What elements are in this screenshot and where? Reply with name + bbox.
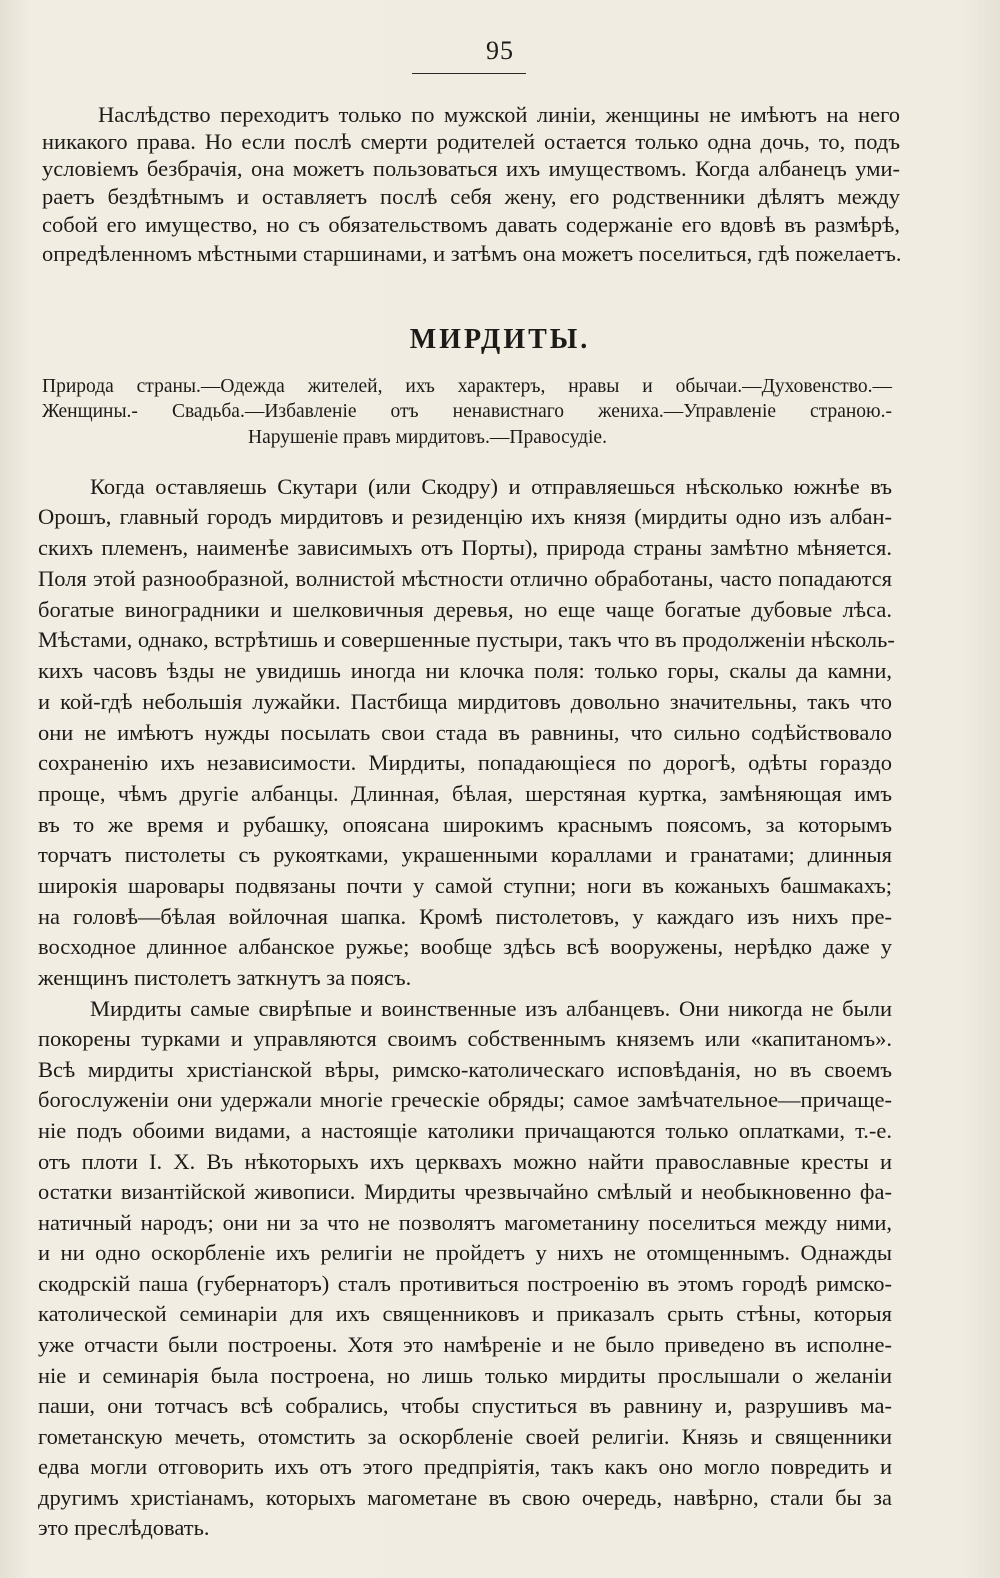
text-line: условіемъ безбрачія, она можетъ пользоваться ихъ имуществомъ. Когда албанецъ уми- [42,156,900,181]
text-line: богослуженіи они удержали многіе греческіе обряды; самое замѣчательное—причаще- [38,1087,892,1112]
text-line: они не имѣютъ нужды посылать свои стада въ равнины, что сильно содѣйствовало [38,720,892,745]
text-line: едва могли отговорить ихъ отъ этого предпріятія, такъ какъ оно могло повредить и [38,1454,892,1479]
text-line: гометанскую мечеть, отомстить за оскорбленіе своей религіи. Князь и священники [38,1424,892,1449]
text-line: скодрскій паша (губернаторъ) сталъ противиться построенію въ этомъ городѣ римско- [38,1271,892,1296]
text-line: и ни одно оскорбленіе ихъ религіи не пройдетъ у нихъ не отомщеннымъ. Однажды [38,1240,892,1265]
text-line: другимъ христіанамъ, которыхъ магометане въ свою очередь, навѣрно, стали бы за [38,1485,892,1510]
text-line: въ то же время и рубашку, опоясана широкимъ краснымъ поясомъ, за которымъ [38,812,892,837]
summary-line: Нарушеніе правъ мирдитовъ.—Правосудіе. [248,427,607,448]
text-line: католической семинаріи для ихъ священниковъ и приказалъ срыть стѣны, которыя [38,1301,892,1326]
text-line: торчатъ пистолеты съ рукоятками, украшенными кораллами и гранатами; длинныя [38,842,892,867]
text-line: богатые виноградники и шелковичныя деревья, но еще чаще богатые дубовые лѣса. [38,597,892,622]
text-line: Всѣ мирдиты христіанской вѣры, римско-католическаго исповѣданія, но въ своемъ [38,1057,892,1082]
text-line: Мирдиты самые свирѣпые и воинственные изъ албанцевъ. Они никогда не были [90,996,892,1021]
section-title: МИРДИТЫ. [409,324,591,355]
summary-line: Природа страны.—Одежда жителей, ихъ характеръ, нравы и обычаи.—Духовенство.— [42,376,892,397]
page-number: 95 [486,36,514,65]
text-line: на головѣ—бѣлая войлочная шапка. Кромѣ пистолетовъ, у каждаго изъ нихъ пре- [38,904,892,929]
text-line: никакого права. Но если послѣ смерти родителей остается только одна дочь, то, подъ [42,129,900,154]
text-line: Орошъ, главный городъ мирдитовъ и резиденцію ихъ князя (мирдиты одно изъ албан- [38,504,892,529]
text-line: и кой-гдѣ небольшія лужайки. Пастбища мирдитовъ довольно значительны, такъ что [38,689,892,714]
text-line: собой его имущество, но съ обязательствомъ давать содержаніе его вдовѣ въ размѣрѣ, [42,212,900,237]
text-line: натичный народъ; они ни за что не позволятъ магометанину поселиться между ними, [38,1210,892,1235]
header-rule [412,73,526,74]
text-line: восходное длинное албанское ружье; вообще здѣсь всѣ вооружены, нерѣдко даже у [38,934,892,959]
text-line: это преслѣдовать. [38,1515,210,1540]
summary-line: Женщины.- Свадьба.—Избавленіе отъ ненавистнаго жениха.—Управленіе страною.- [42,401,892,422]
text-line: отъ плоти І. Х. Въ нѣкоторыхъ ихъ церквахъ можно найти православные кресты и [38,1149,892,1174]
text-line: ніе и семинарія была построена, но лишь только мирдиты прослышали о желаніи [38,1363,892,1388]
text-line: Поля этой разнообразной, волнистой мѣстности отлично обработаны, часто попадаются [38,566,892,591]
text-line: проще, чѣмъ другіе албанцы. Длинная, бѣлая, шерстяная куртка, замѣняющая имъ [38,781,892,806]
text-line: Мѣстами, однако, встрѣтишь и совершенные пустыри, такъ что въ продолженіи нѣсколь- [38,627,895,652]
text-line: опредѣленномъ мѣстными старшинами, и затѣмъ она можетъ поселиться, гдѣ пожелаетъ. [42,241,902,266]
text-line: паши, они тотчасъ всѣ собрались, чтобы спуститься въ равнину и, разрушивъ ма- [38,1393,892,1418]
text-line: скихъ племенъ, наименѣе зависимыхъ отъ Порты), природа страны замѣтно мѣняется. [38,535,892,560]
text-line: раетъ бездѣтнымъ и оставляетъ послѣ себя жену, его родственники дѣлятъ между [42,184,900,209]
text-line: широкія шаровары подвязаны почти у самой ступни; ноги въ кожаныхъ башмакахъ; [38,873,892,898]
text-line: Наслѣдство переходитъ только по мужской линіи, женщины не имѣютъ на него [98,102,900,127]
text-line: кихъ часовъ ѣзды не увидишь иногда ни клочка поля: только горы, скалы да камни, [38,658,892,683]
text-line: Когда оставляешь Скутари (или Скодру) и отправляешься нѣсколько южнѣе въ [90,474,892,499]
text-line: покорены турками и управляются своимъ собственнымъ княземъ или «капитаномъ». [38,1026,892,1051]
text-line: ніе подъ обоими видами, а настоящіе католики причащаются только оплатками, т.-е. [38,1118,892,1143]
text-line: женщинъ пистолетъ заткнутъ за поясъ. [38,965,412,990]
text-line: сохраненію ихъ независимости. Мирдиты, попадающіеся по дорогѣ, одѣты гораздо [38,750,892,775]
text-line: уже отчасти были построены. Хотя это намѣреніе и не было приведено въ исполне- [38,1332,892,1357]
text-line: остатки византійской живописи. Мирдиты чрезвычайно смѣлый и необыкновенно фа- [38,1179,892,1204]
